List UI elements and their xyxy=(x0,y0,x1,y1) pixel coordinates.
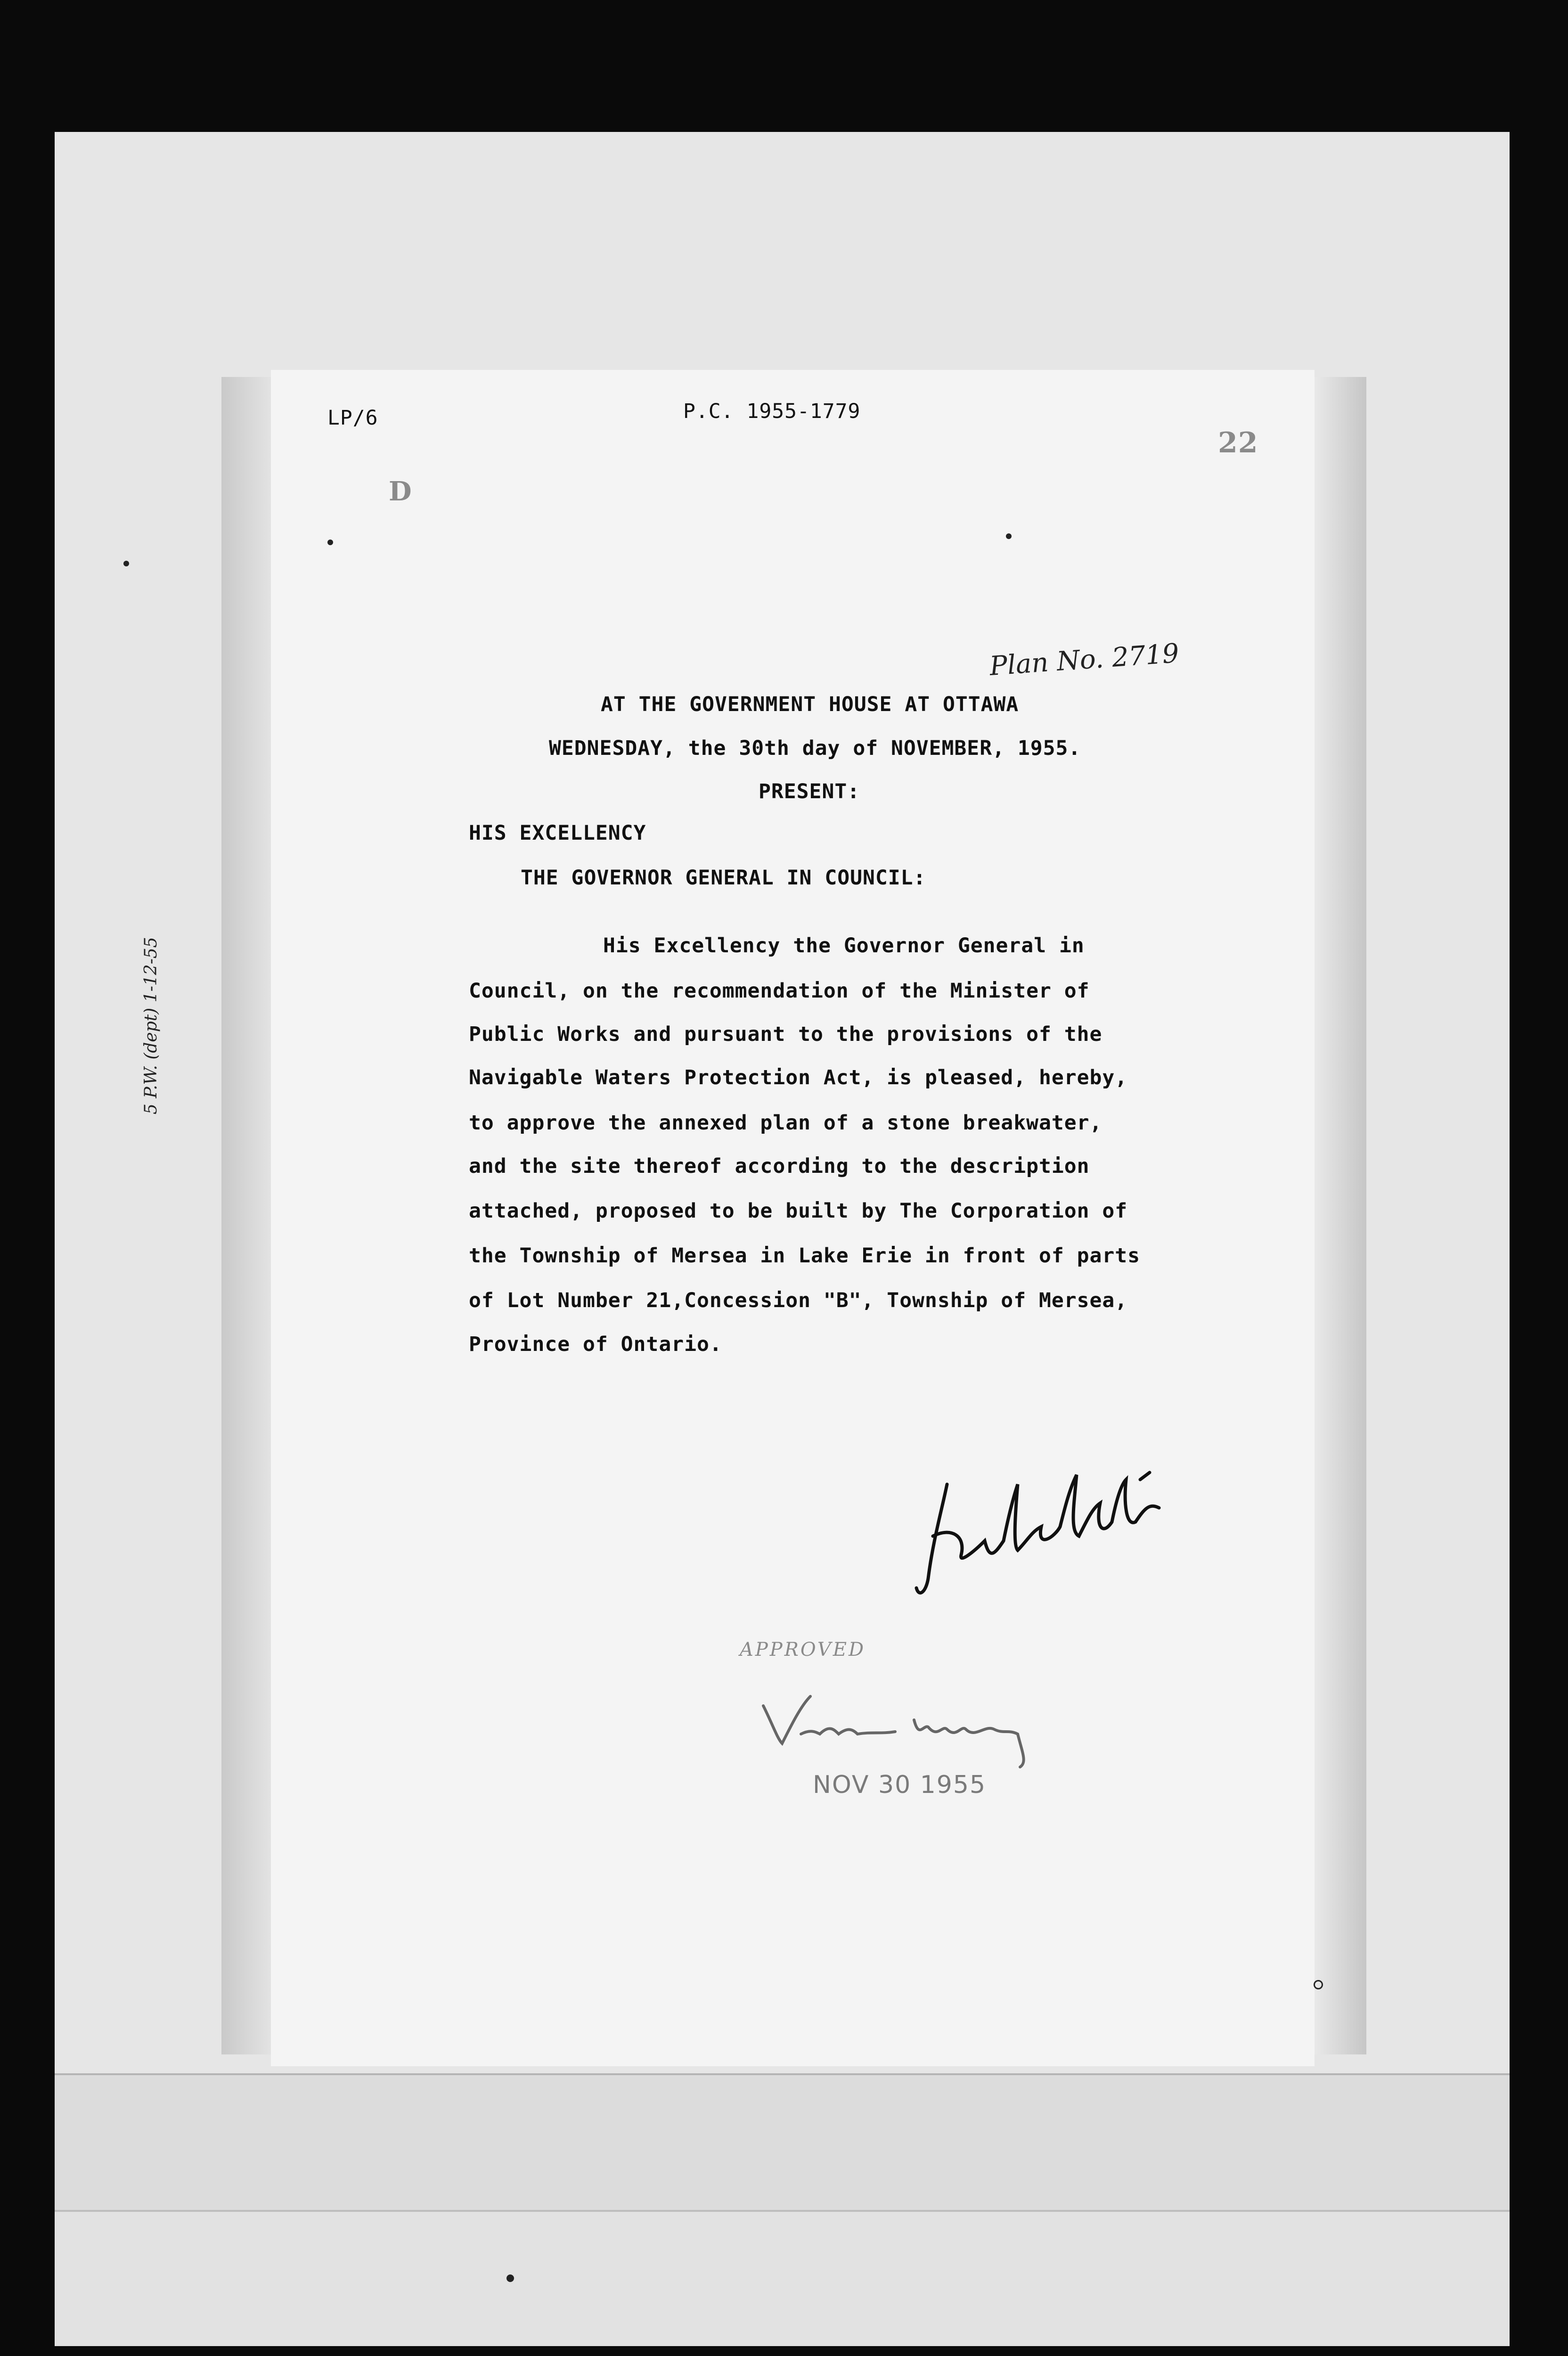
margin-note: 5 P.W. (dept) 1-12-55 xyxy=(141,937,161,1114)
body-line: Province of Ontario. xyxy=(469,1333,722,1356)
body-line: Council, on the recommendation of the Minister of xyxy=(469,979,1090,1003)
file-code: LP/6 xyxy=(327,406,378,430)
order-number: P.C. 1955-1779 xyxy=(683,400,861,423)
approved-date-stamp: NOV 30 1955 xyxy=(813,1771,987,1799)
scan-speck xyxy=(1314,1980,1323,1989)
plan-number-note: Plan No. 2719 xyxy=(988,638,1180,682)
place-heading: AT THE GOVERNMENT HOUSE AT OTTAWA xyxy=(601,693,1019,716)
card-bottom-band xyxy=(55,2210,1510,2346)
body-line: Public Works and pursuant to the provisions of the xyxy=(469,1023,1102,1046)
page-number: 22 xyxy=(1218,426,1258,459)
body-line: to approve the annexed plan of a stone breakwater, xyxy=(469,1111,1102,1135)
margin-mark: D xyxy=(389,476,412,507)
body-line: the Township of Mersea in Lake Erie in front of parts xyxy=(469,1244,1141,1268)
his-excellency: HIS EXCELLENCY xyxy=(469,821,646,845)
scan-speck xyxy=(123,561,129,566)
present-heading: PRESENT: xyxy=(759,780,860,803)
body-line: of Lot Number 21,Concession "B", Township of Mersea, xyxy=(469,1289,1128,1312)
page-shadow-right xyxy=(1315,377,1366,2054)
clerk-signature-text xyxy=(942,1498,946,1499)
scan-speck xyxy=(1006,533,1012,539)
body-line: Navigable Waters Protection Act, is pleased, hereby, xyxy=(469,1066,1128,1089)
governor-in-council: THE GOVERNOR GENERAL IN COUNCIL: xyxy=(521,866,926,890)
governor-signature xyxy=(759,1687,1041,1781)
date-heading: WEDNESDAY, the 30th day of NOVEMBER, 1955. xyxy=(549,736,1081,760)
body-line: and the site thereof according to the description xyxy=(469,1154,1090,1178)
scan-speck xyxy=(506,2274,514,2282)
approved-label: APPROVED xyxy=(740,1639,866,1661)
body-line: His Excellency the Governor General in xyxy=(603,934,1085,957)
clerk-signature xyxy=(914,1470,1168,1612)
scan-speck xyxy=(327,540,333,545)
page-shadow-left xyxy=(221,377,273,2054)
card-lower-band xyxy=(55,2073,1510,2217)
body-line: attached, proposed to be built by The Corporation of xyxy=(469,1199,1128,1223)
